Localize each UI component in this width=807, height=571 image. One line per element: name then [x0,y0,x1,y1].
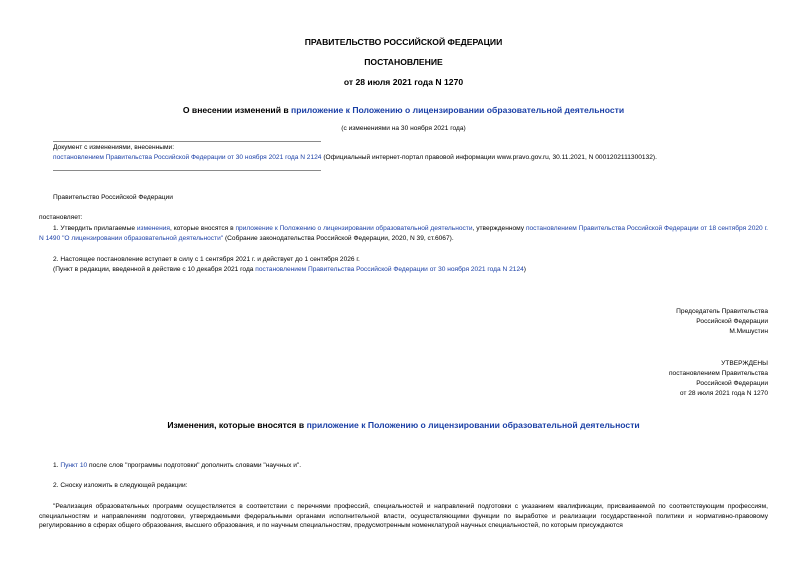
decides-text: постановляет: [39,214,83,221]
changes-link[interactable]: изменения [136,225,170,232]
document-title-text: О внесении изменений в [182,105,292,115]
document-date-number: от 28 июля 2021 года N 1270 [343,77,464,87]
changes-title-link[interactable]: приложение к Положению о лицензировании образовательной деятельности [306,420,640,430]
approved-line-4: от 28 июля 2021 года N 1270 [679,390,768,397]
clause-10-link[interactable]: Пункт 10 [60,462,88,469]
paragraph-2-note-text: (Пункт в редакции, введенной в действие с 10 декабря 2021 года [53,266,256,273]
document-type-heading: ПОСТАНОВЛЕНИЕ [364,57,443,67]
approved-heading: УТВЕРЖДЕНЫ [721,360,768,367]
revision-note: (с изменениями на 30 ноября 2021 года) [341,125,466,132]
paragraph-1-text-c: , утвержденному [472,225,526,232]
resolution-1490-link[interactable]: постановлением Правительства Российской Федерации от 18 сентября 2020 г. N 1490 "О лицензировании образовательной деятельности" [39,225,769,242]
changes-title [0,420,807,430]
divider-top [53,141,321,142]
divider-bottom [53,170,321,171]
change-item-1-text: после слов "программы подготовки" дополнить словами "научных и". [87,462,302,469]
document-title [0,105,807,115]
approved-line-3: Российской Федерации [696,380,768,387]
document-title-link[interactable]: приложение к Положению о лицензировании образовательной деятельности [291,105,625,115]
footnote-quote: "Реализация образовательных программ осуществляется в соответствии с перечнями профессий, специальностей и направлений подготовки с указанием квалификации, присваиваемой по соответствующим профессиям, специальностям и направлениям подготовки, утверждаемыми федеральными органами исполнительной власти, осуществляющими функции по выработке и реализации государственной политики и нормативно-правовому регулированию в сферах общего образования, высшего образования, и по научным специальностям, предусмотренным номенклатурой научных специальностей, по которым присуждаются [39,503,768,529]
signature-position: Председатель Правительства [676,308,768,315]
paragraph-2-note [53,265,526,275]
paragraph-1 [39,224,768,243]
amendments-intro: Документ с изменениями, внесенными: [53,144,175,151]
approved-line-2: постановлением Правительства [668,370,768,377]
paragraph-1-text-b: , которые вносятся в [170,225,236,232]
paragraph-2: 2. Настоящее постановление вступает в силу с 1 сентября 2021 г. и действует до 1 сентября 2026 г. [53,256,360,263]
paragraph-2-note-close: ) [523,266,526,273]
change-item-2: 2. Сноску изложить в следующей редакции: [53,482,188,489]
paragraph-2-note-link[interactable]: постановлением Правительства Российской Федерации от 30 ноября 2021 года N 2124 [255,266,524,273]
change-item-1-number: 1. [53,462,61,469]
amendments-source [53,153,657,163]
amendment-link[interactable]: постановлением Правительства Российской Федерации от 30 ноября 2021 года N 2124 [53,154,322,161]
issuer-text: Правительство Российской Федерации [53,194,173,201]
paragraph-1-text-d: (Собрание законодательства Российской Федерации, 2020, N 39, ст.6067). [223,234,454,242]
signature-name: М.Мишустин [729,328,768,335]
changes-title-text: Изменения, которые вносятся в [167,420,307,430]
organization-heading: ПРАВИТЕЛЬСТВО РОССИЙСКОЙ ФЕДЕРАЦИИ [304,37,503,47]
signature-country: Российской Федерации [696,318,768,325]
amendment-publication: (Официальный интернет-портал правовой информации www.pravo.gov.ru, 30.11.2021, N 0001202111300132). [321,154,657,161]
regulation-link[interactable]: приложение к Положению о лицензировании образовательной деятельности [235,225,473,232]
change-item-1 [53,461,301,471]
paragraph-1-text-a: 1. Утвердить прилагаемые [53,225,137,232]
